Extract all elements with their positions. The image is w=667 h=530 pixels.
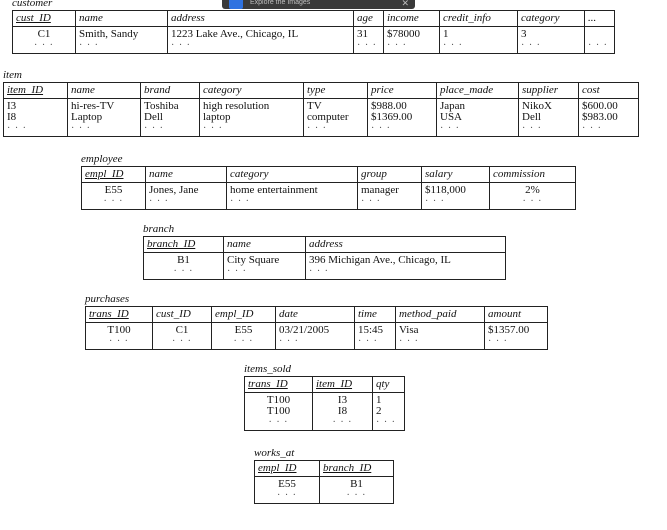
column-header — [585, 11, 615, 27]
ellipsis-row-marker: · · · — [277, 490, 297, 501]
ellipsis-row-marker: · · · — [371, 123, 391, 134]
column-header-label: group — [361, 168, 387, 180]
cell-value: 03/21/2005 — [279, 324, 330, 336]
column-header — [384, 11, 440, 27]
column-header — [4, 83, 68, 99]
relation-branch — [143, 223, 506, 280]
column-header-label: income — [387, 12, 419, 24]
relation-table — [81, 166, 576, 210]
cell-value: laptop — [203, 111, 231, 123]
column-header-label: branch_ID — [147, 238, 196, 250]
column-header — [422, 167, 490, 183]
column-header — [141, 83, 200, 99]
table-row — [13, 27, 615, 54]
cell-value: C1 — [37, 28, 51, 40]
ellipsis-row-marker: · · · — [233, 336, 254, 347]
cell-value: I8 — [7, 111, 17, 123]
column-header — [82, 167, 146, 183]
toolbar-title: Explore the Images — [250, 0, 311, 6]
column-header — [76, 11, 168, 27]
table-cell — [13, 27, 76, 54]
column-header-label: cust_ID — [156, 308, 191, 320]
cell-value: E55 — [104, 184, 123, 196]
relation-employee — [81, 153, 576, 210]
column-header — [518, 11, 585, 27]
cell-value: 3 — [521, 28, 527, 40]
ellipsis-row-marker: · · · — [358, 336, 378, 347]
column-header-label: item_ID — [316, 378, 353, 390]
table-row — [255, 477, 394, 504]
ellipsis-row-marker: · · · — [173, 266, 194, 277]
ellipsis-row-marker: · · · — [376, 417, 396, 428]
column-header — [354, 11, 384, 27]
column-header-label: cust_ID — [16, 12, 51, 24]
header-row — [86, 307, 548, 323]
relation-table — [85, 306, 548, 350]
column-header-label: date — [279, 308, 298, 320]
table-row — [4, 99, 639, 137]
column-header-label: qty — [376, 378, 390, 390]
ellipsis-row-marker: · · · — [443, 40, 463, 51]
column-header-label: supplier — [522, 84, 559, 96]
column-header-label: trans_ID — [89, 308, 129, 320]
close-icon[interactable]: ✕ — [401, 0, 409, 8]
table-cell — [141, 99, 200, 137]
relation-table — [12, 10, 615, 54]
relation-works-at — [254, 447, 394, 504]
ellipsis-row-marker: · · · — [34, 40, 54, 51]
relation-table — [3, 82, 639, 137]
column-header-label: salary — [425, 168, 453, 180]
cell-value: T100 — [107, 324, 131, 336]
table-cell — [153, 323, 212, 350]
cell-value: hi-res-TV — [71, 100, 115, 112]
table-cell — [255, 477, 320, 504]
column-header-label: address — [309, 238, 343, 250]
relation-title: customer — [12, 0, 53, 9]
column-header-label: type — [307, 84, 326, 96]
column-header — [355, 307, 396, 323]
relation-item — [3, 69, 639, 137]
relation-table — [143, 236, 506, 280]
table-cell — [354, 27, 384, 54]
ellipsis-row-marker: · · · — [346, 490, 367, 501]
ellipsis-row-marker: · · · — [588, 40, 608, 51]
cell-value — [588, 29, 611, 40]
cell-value: $118,000 — [425, 184, 466, 196]
column-header-label: age — [357, 12, 373, 24]
table-row — [245, 393, 405, 431]
ellipsis-row-marker: · · · — [522, 123, 542, 134]
column-header — [437, 83, 519, 99]
header-row — [255, 461, 394, 477]
table-row — [82, 183, 576, 210]
column-header — [144, 237, 224, 253]
ellipsis-row-marker: · · · — [268, 417, 289, 428]
column-header — [13, 11, 76, 27]
column-header-label: price — [371, 84, 394, 96]
column-header-label: place_made — [440, 84, 494, 96]
cell-value: 2% — [525, 184, 540, 196]
cell-value: Smith, Sandy — [79, 28, 139, 40]
column-header-label: name — [227, 238, 251, 250]
ellipsis-row-marker: · · · — [521, 40, 541, 51]
column-header-label: category — [521, 12, 560, 24]
cell-value: $983.00 — [582, 111, 618, 123]
ellipsis-row-marker: · · · — [103, 196, 124, 207]
cell-value: I8 — [337, 405, 348, 417]
table-cell — [200, 99, 304, 137]
column-header-label: category — [203, 84, 242, 96]
column-header — [245, 377, 313, 393]
table-cell — [224, 253, 306, 280]
header-row — [13, 11, 615, 27]
column-header — [168, 11, 354, 27]
column-header-label: address — [171, 12, 205, 24]
column-header — [373, 377, 405, 393]
table-cell — [358, 183, 422, 210]
cell-value: 1 — [376, 394, 382, 406]
cell-value: E55 — [278, 478, 296, 490]
cell-value: $78000 — [387, 28, 420, 40]
table-cell — [146, 183, 227, 210]
table-cell — [313, 393, 373, 431]
column-header-label: brand — [144, 84, 171, 96]
cell-value: $1357.00 — [488, 324, 530, 336]
table-cell — [585, 27, 615, 54]
table-cell — [82, 183, 146, 210]
column-header — [313, 377, 373, 393]
table-cell — [518, 27, 585, 54]
table-cell — [579, 99, 639, 137]
cell-value: 15:45 — [358, 324, 384, 336]
column-header-label: commission — [493, 168, 545, 180]
cell-value: I3 — [7, 100, 17, 112]
cell-value: NikoX — [522, 100, 552, 112]
cell-value: computer — [307, 111, 349, 123]
table-cell — [227, 183, 358, 210]
ellipsis-row-marker: · · · — [203, 123, 223, 134]
ellipsis-row-marker: · · · — [149, 196, 169, 207]
column-header — [358, 167, 422, 183]
cell-value: Dell — [144, 111, 163, 123]
cell-value: TV — [307, 100, 322, 112]
header-row — [4, 83, 639, 99]
header-row — [82, 167, 576, 183]
cell-value: 31 — [357, 28, 368, 40]
ellipsis-row-marker: · · · — [582, 123, 602, 134]
cell-value: B1 — [177, 254, 190, 266]
cell-value: Japan — [440, 100, 466, 112]
cell-value: high resolution — [203, 100, 270, 112]
cell-value: 2 — [376, 405, 382, 417]
column-header — [396, 307, 485, 323]
table-cell — [4, 99, 68, 137]
table-cell — [519, 99, 579, 137]
table-cell — [440, 27, 518, 54]
cell-value: 396 Michigan Ave., Chicago, IL — [309, 254, 451, 266]
cell-value: B1 — [350, 478, 363, 490]
cell-value: I3 — [337, 394, 348, 406]
cell-value: $600.00 — [582, 100, 618, 112]
cell-value: manager — [361, 184, 399, 196]
relation-table — [244, 376, 405, 431]
ellipsis-row-marker: · · · — [172, 336, 192, 347]
ellipsis-row-marker: · · · — [109, 336, 129, 347]
cell-value: Dell — [522, 111, 541, 123]
column-header-label: category — [230, 168, 269, 180]
column-header-label: amount — [488, 308, 521, 320]
ellipsis-row-marker: · · · — [279, 336, 299, 347]
cell-value: home entertainment — [230, 184, 318, 196]
table-cell — [384, 27, 440, 54]
ellipsis-row-marker: · · · — [307, 123, 327, 134]
relation-purchases — [85, 293, 548, 350]
column-header — [153, 307, 212, 323]
table-cell — [368, 99, 437, 137]
column-header — [579, 83, 639, 99]
table-cell — [437, 99, 519, 137]
ellipsis-row-marker: · · · — [488, 336, 508, 347]
cell-value: T100 — [266, 394, 291, 406]
column-header-label: empl_ID — [258, 462, 297, 474]
column-header — [519, 83, 579, 99]
table-cell — [144, 253, 224, 280]
table-cell — [355, 323, 396, 350]
table-cell — [68, 99, 141, 137]
table-cell — [304, 99, 368, 137]
cell-value: C1 — [175, 324, 189, 336]
header-row — [245, 377, 405, 393]
relation-title: items_sold — [244, 363, 292, 375]
cell-value: 1 — [443, 28, 449, 40]
cell-value: E55 — [234, 324, 253, 336]
table-cell — [306, 253, 506, 280]
table-cell — [373, 393, 405, 431]
relation-title: branch — [143, 223, 175, 235]
table-cell — [86, 323, 153, 350]
column-header — [320, 461, 394, 477]
relation-title: purchases — [85, 293, 130, 305]
column-header — [304, 83, 368, 99]
column-header-label: branch_ID — [323, 462, 372, 474]
ellipsis-row-marker: · · · — [144, 123, 164, 134]
column-header — [306, 237, 506, 253]
column-header — [212, 307, 276, 323]
column-header-label: credit_info — [443, 12, 491, 24]
header-row — [144, 237, 506, 253]
column-header-label: method_paid — [399, 308, 457, 320]
cell-value: USA — [440, 111, 463, 123]
ellipsis-row-marker: · · · — [227, 266, 247, 277]
column-header-label: empl_ID — [215, 308, 254, 320]
column-header-label: trans_ID — [248, 378, 288, 390]
ellipsis-row-marker: · · · — [440, 123, 460, 134]
cell-value: Visa — [399, 324, 419, 336]
cell-value: 1223 Lake Ave., Chicago, IL — [171, 28, 299, 40]
ellipsis-row-marker: · · · — [230, 196, 250, 207]
column-header — [255, 461, 320, 477]
table-cell — [396, 323, 485, 350]
relation-title: works_at — [254, 447, 295, 459]
ellipsis-row-marker: · · · — [399, 336, 419, 347]
cell-value: Jones, Jane — [149, 184, 199, 196]
table-cell — [320, 477, 394, 504]
column-header-label: time — [358, 308, 377, 320]
column-header — [227, 167, 358, 183]
ellipsis-row-marker: · · · — [361, 196, 381, 207]
column-header-label: cost — [582, 84, 600, 96]
column-header — [68, 83, 141, 99]
cell-value: City Square — [227, 254, 280, 266]
column-header — [440, 11, 518, 27]
ellipsis-row-marker: · · · — [332, 417, 353, 428]
table-cell — [490, 183, 576, 210]
table-cell — [168, 27, 354, 54]
relation-title: item — [3, 69, 22, 81]
ellipsis-row-marker: · · · — [425, 196, 445, 207]
table-cell — [245, 393, 313, 431]
column-header — [490, 167, 576, 183]
cell-value: $1369.00 — [371, 111, 413, 123]
column-header-label: name — [79, 12, 103, 24]
ellipsis-row-marker: · · · — [309, 266, 329, 277]
column-header — [224, 237, 306, 253]
ellipsis-row-marker: · · · — [357, 40, 377, 51]
table-cell — [76, 27, 168, 54]
ellipsis-row-marker: · · · — [171, 40, 191, 51]
cell-value: $988.00 — [371, 100, 407, 112]
ellipsis-row-marker: · · · — [522, 196, 543, 207]
table-row — [144, 253, 506, 280]
relation-title: employee — [81, 153, 123, 165]
column-header-label: empl_ID — [85, 168, 124, 180]
ellipsis-row-marker: · · · — [387, 40, 407, 51]
column-header — [146, 167, 227, 183]
column-header — [86, 307, 153, 323]
table-cell — [485, 323, 548, 350]
table-cell — [276, 323, 355, 350]
relation-table — [254, 460, 394, 504]
column-header-label: name — [149, 168, 173, 180]
column-header-label: name — [71, 84, 95, 96]
table-cell — [422, 183, 490, 210]
relation-items-sold — [244, 363, 405, 431]
column-header — [200, 83, 304, 99]
column-header — [485, 307, 548, 323]
ellipsis-row-marker: · · · — [79, 40, 99, 51]
table-cell — [212, 323, 276, 350]
ellipsis-row-marker: · · · — [71, 123, 91, 134]
column-header — [368, 83, 437, 99]
cell-value: T100 — [266, 405, 291, 417]
ellipsis-row-marker: · · · — [7, 123, 27, 134]
relation-customer — [12, 0, 615, 54]
column-header — [276, 307, 355, 323]
cell-value: Laptop — [71, 111, 103, 123]
cell-value: Toshiba — [144, 100, 179, 112]
column-header-label: item_ID — [7, 84, 44, 96]
table-row — [86, 323, 548, 350]
column-header-label: ... — [588, 12, 597, 24]
